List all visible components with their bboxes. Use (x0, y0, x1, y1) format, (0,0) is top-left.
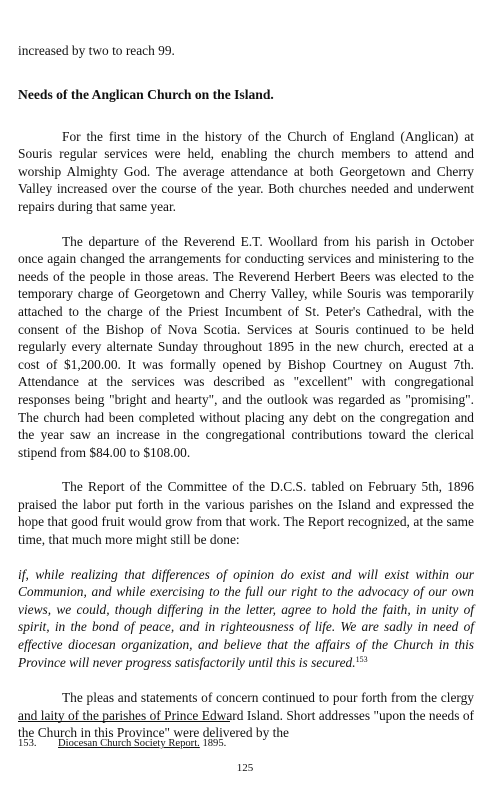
page-number: 125 (236, 762, 254, 774)
page-body (18, 42, 474, 759)
footnote (18, 737, 226, 750)
lead-text: increased by two to reach 99. (18, 43, 175, 58)
footnote-year: 1895. (199, 738, 227, 749)
section-heading: Needs of the Anglican Church on the Island. (18, 86, 274, 102)
quote-text: if, while realizing that differences of opinion do exist and will exist within our Communion, and while exercising to the full our right to the advocacy of our own views, we could, though differing in the letter, agree to hold the faith, in unity of spirit, in the bond of peace, and in righteousness of life. We are sadly in need of effective diocesan organization, and believe that the affairs of the Church in this Province will never progress satisfactorily until this is secured. (18, 566, 474, 670)
paragraph-2: The departure of the Reverend E.T. Woollard from his parish in October once again changed the arrangements for conducting services and ministering to the needs of the people in those areas. The Reverend Herbert Beers was elected to the temporary charge of Georgetown and Cherry Valley, while Souris was temporarily attached to the charge of the Priest Incumbent of St. Peter's Cathedral, with the consent of the Bishop of Nova Scotia. Services at Souris continued to be held regularly every alternate Sunday throughout 1895 in the new church, erected at a cost of $1,200.00. It was formally opened by Bishop Courtney on August 7th. Attendance at the services was described as "excellent" with congregational responses being "bright and hearty", and the outlook was regarded as "promising". The church had been completed without placing any debt on the congregation and the year saw an increase in the congregational contributions toward the clerical stipend from $84.00 to $108.00. (18, 233, 474, 460)
paragraph-4: The pleas and statements of concern continued to pour forth from the clergy and laity of the parishes of Prince Edward Island. Short addresses "upon the needs of the Church in this Province" were delivered by the (18, 690, 474, 741)
footnote-source: Diocesan Church Society Report. (58, 738, 200, 749)
footnote-reference: 153 (355, 654, 368, 664)
paragraph-1: For the first time in the history of the Church of England (Anglican) at Souris regular services were held, enabling the church members to attend and worship Almighty God. The average attendance at both Georgetown and Cherry Valley increased over the course of the year. Both churches needed and underwent repairs during that same year. (18, 128, 474, 214)
footnote-divider (18, 721, 230, 722)
footnote-number: 153. (18, 738, 37, 749)
block-quote (18, 566, 474, 672)
paragraph-3: The Report of the Committee of the D.C.S. tabled on February 5th, 1896 praised the labor put forth in the various parishes on the Island and expressed the hope that good fruit would grow from that work. The Report recognized, at the same time, that much more might still be done: (18, 479, 474, 548)
